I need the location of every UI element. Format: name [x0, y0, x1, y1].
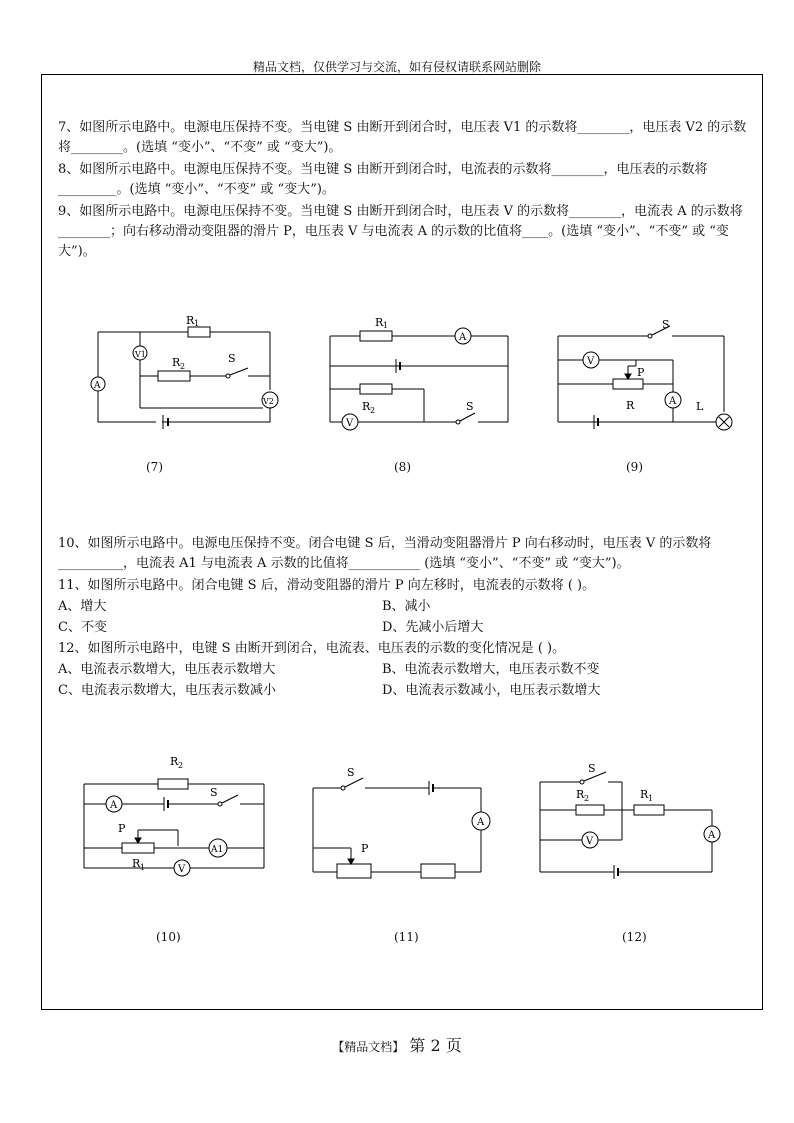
option-12-d: D、电流表示数减小，电压表示数增大 [382, 683, 601, 698]
option-11-c: C、不变 [58, 620, 107, 635]
circuit-figure-9 [548, 312, 738, 436]
question-8: 8、如图所示电路中。电源电压保持不变。当电键 S 由断开到闭合时，电流表的示数将________，电压表的示数将_________。(选填 “变小”、“不变” 或 “变大”)。 [58, 162, 708, 197]
r2-sub: 2 [370, 406, 376, 415]
r2-label: R [362, 400, 371, 413]
circuit-figure-8 [320, 312, 520, 432]
slider-p-label: P [118, 822, 126, 835]
circuit-figure-12 [530, 760, 730, 885]
page-footer [0, 1033, 794, 1056]
ammeter-label: A [110, 800, 118, 811]
ammeter-label: A [94, 381, 101, 391]
voltmeter-v1-label: V1 [135, 350, 146, 359]
r1-label: R [375, 316, 384, 329]
voltmeter-label: V [178, 864, 186, 875]
r1-sub: 1 [648, 794, 654, 803]
voltmeter-label: V [346, 418, 354, 429]
lamp-label: L [696, 400, 704, 413]
page-header: 精品文档，仅供学习与交流，如有侵权请联系网站删除 [252, 60, 541, 74]
switch-label: S [466, 400, 474, 413]
r1-sub: 1 [194, 319, 200, 328]
switch-label: S [228, 352, 236, 365]
question-11: 11、如图所示电路中。闭合电键 S 后，滑动变阻器的滑片 P 向左移时，电流表的示数将 ( )。 [58, 578, 596, 593]
question-12: 12、如图所示电路中，电键 S 由断开到闭合，电流表、电压表的示数的变化情况是 ( )。 [58, 641, 566, 656]
ammeter-label: A [708, 830, 716, 841]
ammeter-label: A [459, 332, 467, 343]
question-7: 7、如图所示电路中。电源电压保持不变。当电键 S 由断开到闭合时，电压表 V1 的示数将________，电压表 V2 的示数将________。(选填 “变小”、“不变” 或 “变大”)。 [58, 120, 747, 155]
option-11-a: A、增大 [58, 599, 107, 614]
r1-sub: 1 [383, 321, 389, 330]
question-9: 9、如图所示电路中。电源电压保持不变。当电键 S 由断开到闭合时，电压表 V 的示数将________，电流表 A 的示数将________；向右移动滑动变阻器的滑片 P，电压表 V 与电流表 A 的示数的比值将____。(选填 “变小”、“不变” 或 “变大”)。 [58, 204, 743, 259]
ammeter-a1-label: A1 [211, 845, 224, 855]
circuit-figure-11 [305, 760, 505, 885]
r2-label: R [172, 356, 181, 369]
r2-label: R [170, 755, 179, 768]
r2-sub: 2 [180, 362, 186, 371]
caption-9: (9) [626, 460, 643, 474]
r1-sub: 1 [140, 863, 146, 872]
page-number: 第 2 页 [409, 1036, 462, 1055]
ammeter-label: A [477, 817, 485, 828]
ammeter-label: A [669, 396, 677, 407]
r1-label: R [186, 314, 195, 327]
rheostat-r-label: R [626, 399, 635, 412]
option-12-b: B、电流表示数增大，电压表示数不变 [382, 662, 600, 677]
option-12-c: C、电流表示数增大，电压表示数减小 [58, 683, 276, 698]
switch-label: S [588, 762, 596, 775]
r1-label: R [640, 788, 649, 801]
r2-sub: 2 [584, 794, 590, 803]
switch-label: S [347, 766, 355, 779]
caption-10: (10) [156, 930, 181, 944]
circuit-figure-10 [78, 750, 278, 880]
r2-label: R [576, 788, 585, 801]
slider-p-label: P [637, 366, 645, 379]
option-11-b: B、减小 [382, 599, 431, 614]
slider-p-label: P [361, 842, 369, 855]
footer-tag: 【精品文档】 [332, 1040, 405, 1054]
switch-label: S [662, 318, 670, 331]
option-11-d: D、先减小后增大 [382, 620, 484, 635]
voltmeter-label: V [586, 836, 594, 847]
voltmeter-label: V [587, 356, 595, 367]
r2-sub: 2 [178, 761, 184, 770]
circuit-figure-7 [88, 312, 288, 432]
option-12-a: A、电流表示数增大，电压表示数增大 [58, 662, 276, 677]
caption-8: (8) [394, 460, 411, 474]
caption-7: (7) [146, 460, 163, 474]
switch-label: S [210, 786, 218, 799]
caption-12: (12) [622, 930, 647, 944]
caption-11: (11) [394, 930, 419, 944]
question-10: 10、如图所示电路中。电源电压保持不变。闭合电键 S 后，当滑动变阻器滑片 P 向右移动时，电压表 V 的示数将__________，电流表 A1 与电流表 A 示数的比值将___________ (选填 “变小”、“不变” 或 “变大”)。 [58, 536, 712, 571]
r1-label: R [132, 857, 141, 870]
voltmeter-v2-label: V2 [263, 397, 274, 406]
